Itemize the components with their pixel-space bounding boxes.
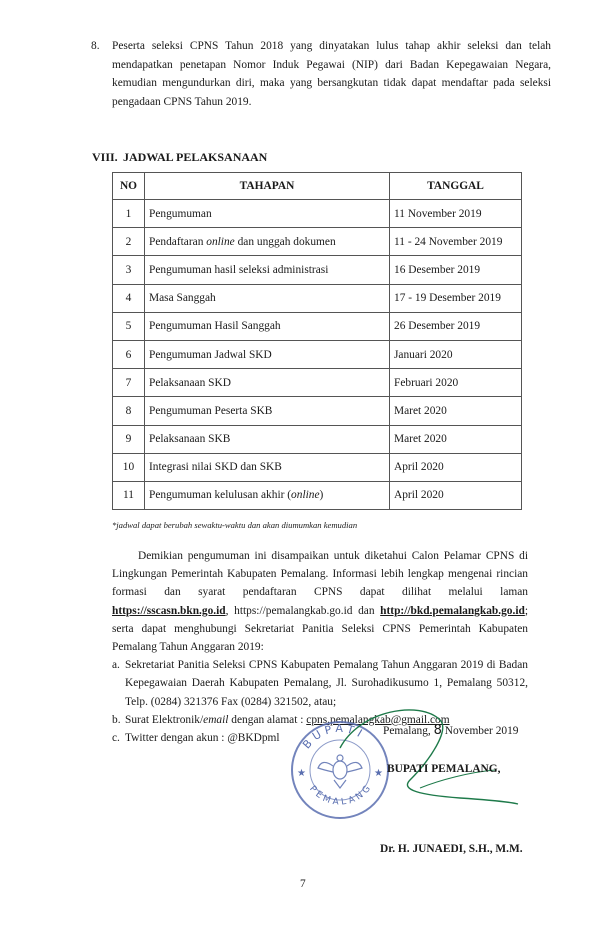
signatory-name: Dr. H. JUNAEDI, S.H., M.M.	[380, 843, 523, 855]
closing-text: Demikian pengumuman ini disampaikan untuk diketahui Calon Pelamar CPNS di Lingkungan Pemerintah Kabupaten Pemalang. Informasi lebih lengkap mengenai rincian formasi dan syarat pendaftaran CPNS dapat dilihat melalui laman	[112, 550, 528, 599]
signatory-title: BUPATI PEMALANG,	[387, 763, 501, 775]
row-tanggal: 11 November 2019	[390, 200, 522, 228]
row-tanggal: Januari 2020	[390, 340, 522, 368]
list-marker: c.	[112, 732, 120, 745]
table-row	[113, 425, 522, 453]
item-text: Peserta seleksi CPNS Tahun 2018 yang dinyatakan lulus tahap akhir seleksi dan telah mendapatkan penetapan Nomor Induk Pegawai (NIP) dari Badan Kepegawaian Negara, kemudian mengundurkan diri, maka yang bersangkutan tidak dapat mendaftar pada seleksi pengadaan CPNS Tahun 2019.	[112, 40, 551, 108]
row-no: 5	[113, 312, 145, 340]
row-no: 3	[113, 256, 145, 284]
row-tahapan	[145, 453, 390, 481]
contact-text: email	[203, 713, 229, 726]
tahapan-text: Pengumuman hasil seleksi administrasi	[149, 263, 329, 276]
row-tahapan	[145, 369, 390, 397]
row-no: 2	[113, 228, 145, 256]
schedule-table	[112, 172, 522, 510]
row-tahapan	[145, 397, 390, 425]
place-date	[383, 723, 518, 738]
table-header-row	[113, 173, 522, 200]
table-row	[113, 228, 522, 256]
row-no: 10	[113, 453, 145, 481]
row-no: 8	[113, 397, 145, 425]
table-row	[113, 200, 522, 228]
email-link[interactable]: cpns.pemalangkab@gmail.com	[306, 713, 450, 726]
requirement-item-8	[91, 37, 551, 111]
table-row	[113, 453, 522, 481]
row-tahapan	[145, 228, 390, 256]
row-tahapan	[145, 425, 390, 453]
section-heading	[92, 150, 267, 165]
section-number: VIII.	[92, 150, 118, 164]
contact-text: Sekretariat Panitia Seleksi CPNS Kabupaten Pemalang Tahun Anggaran 2019 di Badan Kepegawaian Daerah Kabupaten Pemalang, Jl. Surohadikusumo 1, Pemalang 50312, Telp. (0284) 321376 Fax (0284) 321502, atau;	[125, 659, 528, 708]
tahapan-em: online	[206, 235, 235, 248]
tahapan-text: Pengumuman Hasil Sanggah	[149, 320, 281, 333]
tahapan-text: Masa Sanggah	[149, 292, 216, 305]
closing-paragraph	[112, 547, 528, 656]
page-number: 7	[300, 878, 306, 890]
table-row	[113, 340, 522, 368]
list-marker: a.	[112, 659, 120, 672]
row-tanggal: Februari 2020	[390, 369, 522, 397]
row-tanggal: Maret 2020	[390, 397, 522, 425]
tahapan-text: Pengumuman kelulusan akhir (	[149, 489, 292, 502]
table-row	[113, 481, 522, 509]
row-no: 11	[113, 481, 145, 509]
tahapan-text: Pengumuman Peserta SKB	[149, 404, 273, 417]
tahapan-text: Pengumuman	[149, 207, 212, 220]
table-row	[113, 312, 522, 340]
row-tanggal: April 2020	[390, 453, 522, 481]
tahapan-text: Pendaftaran	[149, 235, 207, 248]
row-tanggal: Maret 2020	[390, 425, 522, 453]
table-row	[113, 397, 522, 425]
header-tahapan: TAHAPAN	[145, 173, 390, 200]
handwritten-day: 8	[433, 723, 442, 738]
stamp-text-bottom: PEMALANG	[307, 781, 375, 808]
table-row	[113, 369, 522, 397]
closing-text: ; serta dapat menghubungi Sekretariat Panitia Seleksi CPNS Pemerintah Kabupaten Pemalang Tahun Anggaran 2019:	[112, 604, 528, 654]
schedule-note: *jadwal dapat berubah sewaktu-waktu dan akan diumumkan kemudian	[112, 520, 358, 530]
tahapan-text: Integrasi nilai SKD dan SKB	[149, 461, 282, 474]
contact-text: Surat Elektronik/	[125, 713, 204, 726]
tahapan-text: Pelaksanaan SKB	[149, 433, 231, 446]
row-tanggal: April 2020	[390, 481, 522, 509]
contact-text: dengan alamat :	[228, 713, 307, 726]
row-tahapan	[145, 200, 390, 228]
tahapan-text: Pengumuman Jadwal SKD	[149, 348, 272, 361]
row-no: 4	[113, 284, 145, 312]
star-icon: ★	[374, 768, 383, 779]
item-number: 8.	[91, 40, 100, 52]
row-no: 7	[113, 369, 145, 397]
tahapan-em: online	[291, 489, 320, 502]
row-tanggal: 16 Desember 2019	[390, 256, 522, 284]
header-tanggal: TANGGAL	[390, 173, 522, 200]
row-tahapan	[145, 284, 390, 312]
tahapan-text: dan unggah dokumen	[234, 235, 336, 248]
tahapan-text: Pelaksanaan SKD	[149, 376, 231, 389]
stamp-text-top: BUPATI	[300, 721, 368, 752]
contact-text: Twitter dengan akun : @BKDpml	[125, 732, 280, 745]
row-no: 9	[113, 425, 145, 453]
closing-text: , https://pemalangkab.go.id dan	[225, 604, 381, 617]
row-tahapan	[145, 481, 390, 509]
row-tanggal: 26 Desember 2019	[390, 312, 522, 340]
row-tanggal: 11 - 24 November 2019	[390, 228, 522, 256]
place-text: Pemalang,	[383, 725, 431, 737]
table-row	[113, 256, 522, 284]
row-no: 6	[113, 340, 145, 368]
row-tanggal: 17 - 19 Desember 2019	[390, 284, 522, 312]
star-icon: ★	[297, 768, 306, 779]
month-year-text: November 2019	[444, 725, 519, 737]
row-tahapan	[145, 340, 390, 368]
row-tahapan	[145, 256, 390, 284]
tahapan-text: )	[319, 489, 324, 502]
handwritten-signature	[300, 700, 530, 820]
link-sscasn[interactable]: https://sscasn.bkn.go.id	[112, 604, 226, 617]
row-tahapan	[145, 312, 390, 340]
link-bkd[interactable]: http://bkd.pemalangkab.go.id	[380, 604, 525, 617]
header-no: NO	[113, 173, 145, 200]
list-marker: b.	[112, 713, 121, 726]
table-row	[113, 284, 522, 312]
section-title: JADWAL PELAKSANAAN	[123, 150, 268, 164]
row-no: 1	[113, 200, 145, 228]
